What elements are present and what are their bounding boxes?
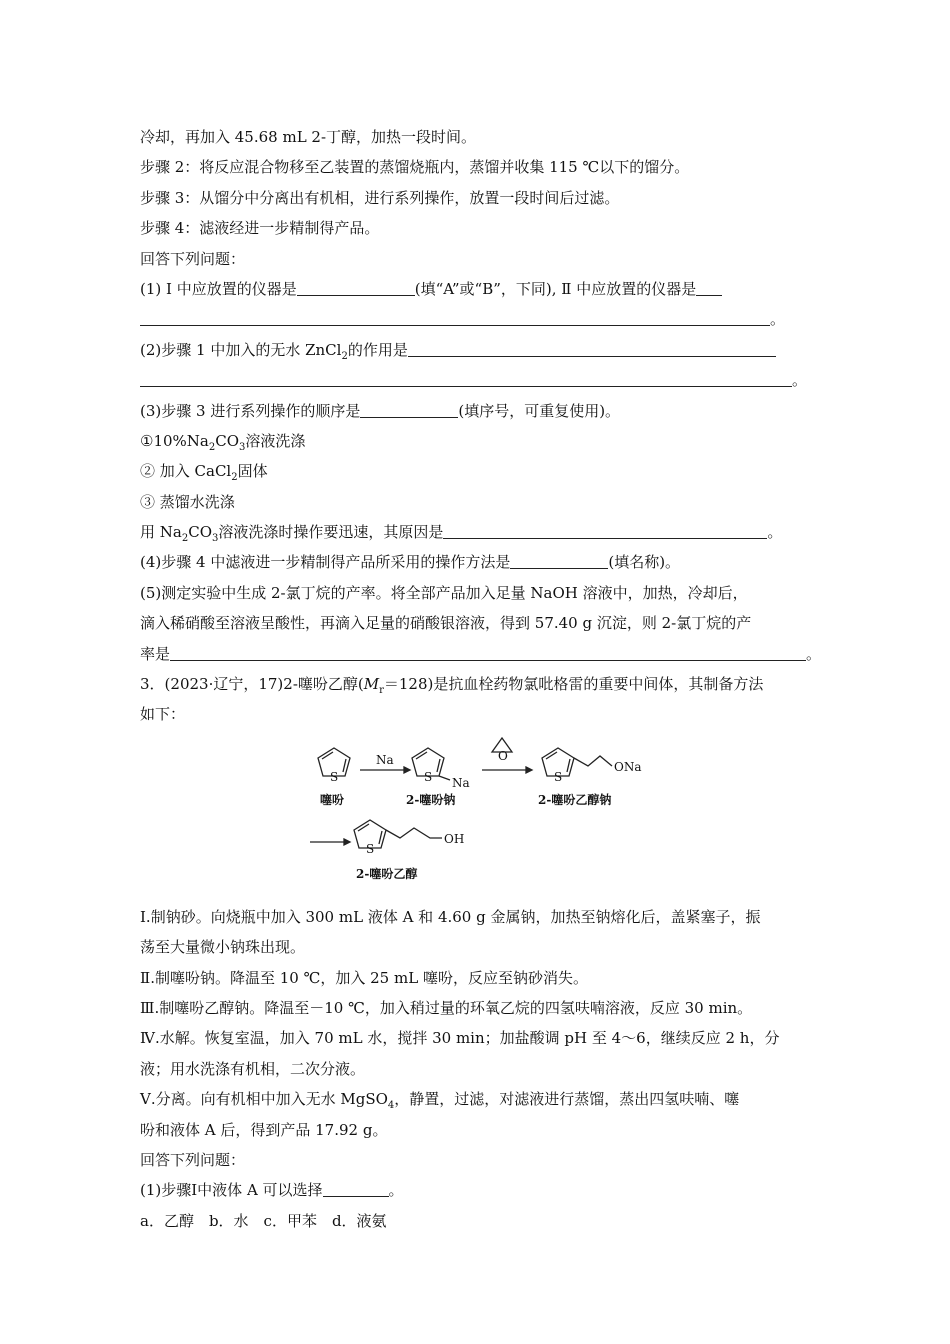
thiophene-ring — [542, 748, 612, 776]
step-ii: Ⅱ.制噻吩钠。降温至 10 ℃，加入 25 mL 噻吩，反应至钠砂消失。 — [140, 968, 588, 987]
question-4: (4)步骤 4 中滤液进一步精制得产品所采用的操作方法是 (填名称)。 — [140, 547, 820, 577]
problem-3-heading-continued: 如下： — [140, 705, 186, 724]
answer-blank[interactable] — [170, 642, 806, 661]
answer-blank[interactable] — [696, 277, 722, 296]
step-v-continued: 吩和液体 A 后，得到产品 17.92 g。 — [140, 1120, 388, 1139]
option-3: ③ 蒸馏水洗涤 — [140, 492, 235, 511]
answer-blank[interactable] — [140, 307, 770, 326]
step-3: 步骤 3：从馏分中分离出有机相，进行系列操作，放置一段时间后过滤。 — [140, 188, 620, 207]
compound-name: 噻吩 — [320, 793, 345, 807]
compound-name: 2-噻吩钠 — [406, 793, 456, 807]
answer-blank[interactable] — [360, 399, 458, 418]
questions-heading-2: 回答下列问题： — [140, 1150, 246, 1169]
arrowhead — [344, 839, 350, 845]
sodium-substituent: Na — [452, 776, 470, 790]
question-3: (3)步骤 3 进行系列操作的顺序是 (填序号，可重复使用)。 — [140, 396, 820, 426]
option-2: ② 加入 CaCl$_2$固体 — [140, 462, 268, 484]
arrowhead — [404, 767, 410, 773]
step-4: 步骤 4：滤液经进一步精制得产品。 — [140, 219, 380, 238]
arrowhead — [526, 767, 532, 773]
text-line: 冷却，再加入 45.68 mL 2-丁醇，加热一段时间。 — [140, 128, 477, 146]
step-i-continued: 荡至大量微小钠珠出现。 — [140, 938, 306, 957]
question-5-answer: 率是 。 — [140, 639, 820, 669]
step-i: Ⅰ.制钠砂。向烧瓶中加入 300 mL 液体 A 和 4.60 g 金属钠，加热至钠熔化后，盖紧塞子，振 — [140, 907, 761, 926]
reaction-scheme — [300, 730, 660, 890]
oh-group: OH — [444, 832, 465, 846]
step-2: 步骤 2：将反应混合物移至乙装置的蒸馏烧瓶内，蒸馏并收集 115 ℃以下的馏分。 — [140, 158, 690, 177]
epoxide-oxygen: O — [498, 749, 508, 763]
answer-blank[interactable] — [140, 368, 792, 387]
answer-blank[interactable] — [297, 277, 415, 296]
step-iii: Ⅲ.制噻吩乙醇钠。降温至－10 ℃，加入稍过量的环氧乙烷的四氢呋喃溶液，反应 30 min。 — [140, 998, 753, 1017]
answer-blank[interactable] — [510, 550, 608, 569]
question-3-reason: 用 $Na_2CO_3$溶液洗涤时操作要迅速，其原因是 。 — [140, 517, 820, 547]
answer-blank[interactable] — [408, 338, 776, 357]
ona-group: ONa — [614, 760, 642, 774]
compound-name: 2-噻吩乙醇钠 — [538, 793, 612, 807]
sulfur-atom: S — [330, 770, 339, 784]
document-body — [140, 122, 820, 1236]
step-iv: Ⅳ.水解。恢复室温，加入 70 mL 水，搅拌 30 min；加盐酸调 pH 至 4～6，继续反应 2 h，分 — [140, 1029, 780, 1048]
step-iv-continued: 液；用水洗涤有机相，二次分液。 — [140, 1059, 366, 1078]
option-1: $①10\%Na_2CO_3$溶液洗涤 — [140, 431, 306, 453]
question-5: (5)测定实验中生成 2-氯丁烷的产率。将全部产品加入足量 NaOH 溶液中，加热，冷却后， — [140, 583, 748, 602]
question-2-continued: 。 — [140, 365, 820, 395]
question-1: (1) Ⅰ 中应放置的仪器是 (填“A”或“B”，下同), Ⅱ 中应放置的仪器是 — [140, 274, 820, 304]
answer-choices: a．乙醇 b．水 c．甲苯 d．液氨 — [140, 1211, 387, 1230]
sulfur-atom: S — [554, 770, 563, 784]
problem-3-heading: 3．(2023·辽宁，17)2-噻吩乙醇$(M_r=128)$是抗血栓药物氯吡格雷的重要中间体，其制备方法 — [140, 675, 764, 697]
step-v: Ⅴ.分离。向有机相中加入无水 MgSO$_4$，静置，过滤，对滤液进行蒸馏，蒸出四氢呋喃、噻 — [140, 1090, 740, 1112]
question-2: (2)步骤 1 中加入的无水 ZnCl$_2$的作用是 — [140, 335, 820, 365]
compound-name: 2-噻吩乙醇 — [356, 867, 418, 881]
question-5-continued: 滴入稀硝酸至溶液呈酸性，再滴入足量的硝酸银溶液，得到 57.40 g 沉淀，则 2-氯丁烷的产 — [140, 614, 752, 633]
question-1-continued: 。 — [140, 304, 820, 334]
questions-heading: 回答下列问题： — [140, 249, 246, 268]
sulfur-atom: S — [366, 842, 375, 856]
question-a1: (1)步骤Ⅰ中液体 A 可以选择 。 — [140, 1175, 820, 1205]
answer-blank[interactable] — [323, 1178, 389, 1197]
reagent-sodium: Na — [376, 753, 394, 767]
answer-blank[interactable] — [443, 520, 767, 539]
sulfur-atom: S — [424, 770, 433, 784]
